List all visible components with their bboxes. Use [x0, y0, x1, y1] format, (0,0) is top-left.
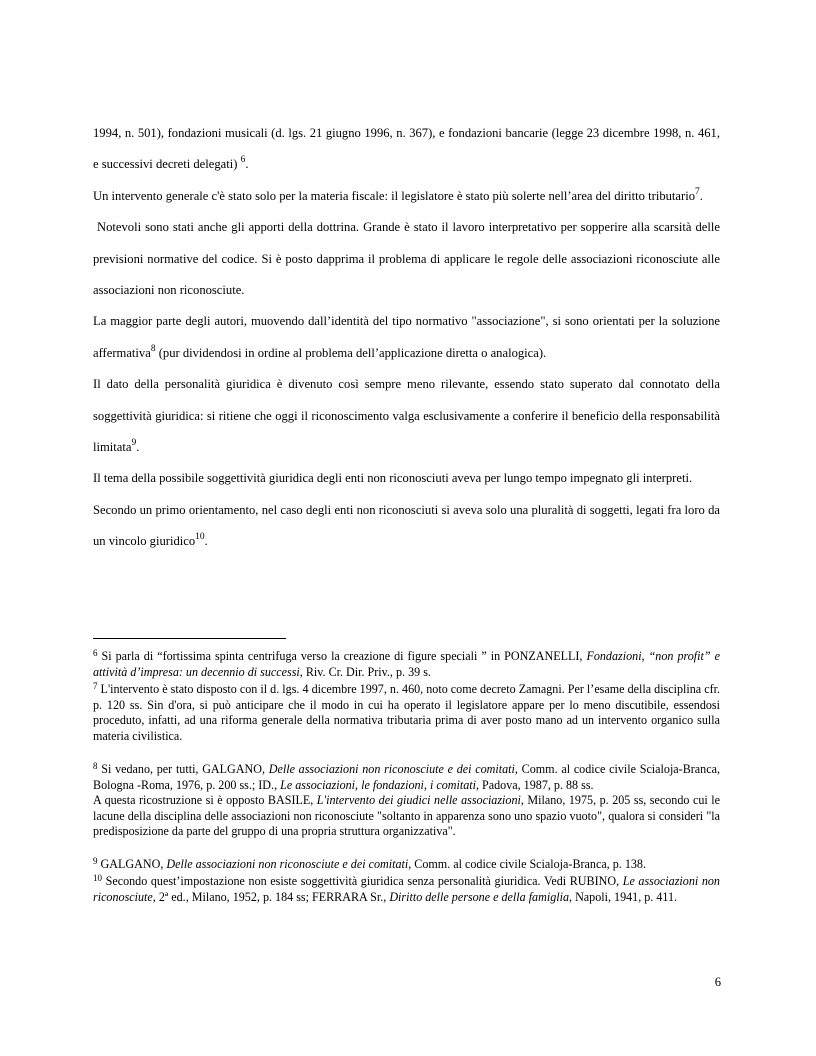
footnote-ref-6[interactable]: 6	[240, 155, 246, 166]
paragraph: Il tema della possibile soggettività giuridica degli enti non riconosciuti aveva per lungo tempo impegnato gli interpreti.	[93, 471, 693, 486]
footnote-9: $^9$ GALGANO, Delle associazioni non riconosciute e dei comitati, Comm. al codice civile Scialoja-Branca, p. 138.	[93, 855, 646, 871]
footnote-7: $^7$ L'intervento è stato disposto con il d. lgs. 4 dicembre 1997, n. 460, noto come decreto Zamagni. Per l’esame della disciplina cfr. p. 120 ss. Sin d'ora, si può anticipare che il modo in cui ha operato il legislatore appare per lo meno discutibile, essendosi proceduto, infatti, ad una riforma generale della normativa tributaria prima di aver posto mano ad un intervento organico sulla materia civilistica.	[93, 681, 720, 743]
paragraph: 1994, n. 501), fondazioni musicali (d. lgs. 21 giugno 1996, n. 367), e fondazioni bancarie (legge 23 dicembre 1998, n. 461, e successivi decreti delegati) $^6$.	[93, 126, 720, 172]
footnote-8: $^8$ Si vedano, per tutti, GALGANO, Delle associazioni non riconosciute e dei comitati, Comm. al codice civile Scialoja-Branca, Bologna -Roma, 1976, p. 200 ss.; ID., Le associazioni, le fondazioni, i comitati, Padova, 1987, p. 88 ss.	[93, 761, 720, 792]
footnote-separator	[93, 638, 286, 639]
footnotes	[93, 649, 720, 905]
footnote-ref-9[interactable]: 9	[131, 438, 137, 449]
footnote-ref-8[interactable]: 8	[150, 343, 156, 354]
footnote-8-continuation: A questa ricostruzione si è opposto BASILE, L'intervento dei giudici nelle associazioni, Milano, 1975, p. 205 ss, secondo cui le lacune della disciplina delle associazioni non riconosciute "soltanto in apparenza sono uno spazio vuoto", qualora si consideri "la predisposizione da parte del gruppo di una propria struttura organizzativa".	[93, 793, 720, 838]
footnote-10: $^{10}$ Secondo quest’impostazione non esiste soggettività giuridica senza personalità giuridica. Vedi RUBINO, Le associazioni non riconosciute, 2ª ed., Milano, 1952, p. 184 ss; FERRARA Sr., Diritto delle persone e della famiglia, Napoli, 1941, p. 411.	[93, 873, 720, 904]
paragraph: Secondo un primo orientamento, nel caso degli enti non riconosciuti si aveva solo una pluralità di soggetti, legati fra loro da un vincolo giuridico$^{10}$.	[93, 502, 720, 549]
footnote-ref-7[interactable]: 7	[695, 186, 700, 197]
footnote-6: $^6$ Si parla di “fortissima spinta centrifuga verso la creazione di figure speciali ” in PONZANELLI, Fondazioni, “non profit” e attività d’impresa: un decennio di successi, Riv. Cr. Dir. Priv., p. 39 s.	[93, 648, 720, 679]
paragraph: Notevoli sono stati anche gli apporti della dottrina. Grande è stato il lavoro interpretativo per sopperire alla scarsità delle previsioni normative del codice. Si è posto dapprima il problema di applicare le regole delle associazioni riconosciute alle associazioni non riconosciute.	[93, 220, 724, 298]
page-number: 6	[714, 975, 721, 989]
body-text	[93, 118, 724, 558]
paragraph: Il dato della personalità giuridica è divenuto così sempre meno rilevante, essendo stato superato dal connotato della soggettività giuridica: si ritiene che oggi il riconoscimento valga esclusivamente a conferire il beneficio della responsabilità limitata$^9$.	[93, 377, 720, 455]
paragraph: Un intervento generale c'è stato solo per la materia fiscale: il legislatore è stato più solerte nell’area del diritto tributario$^7$.	[93, 186, 703, 203]
paragraph: La maggior parte degli autori, muovendo dall’identità del tipo normativo "associazione", si sono orientati per la soluzione affermativa$^8$ (pur dividendosi in ordine al problema dell’applicazione diretta o analogica).	[93, 314, 720, 360]
footnote-ref-10[interactable]: 10	[195, 532, 205, 543]
